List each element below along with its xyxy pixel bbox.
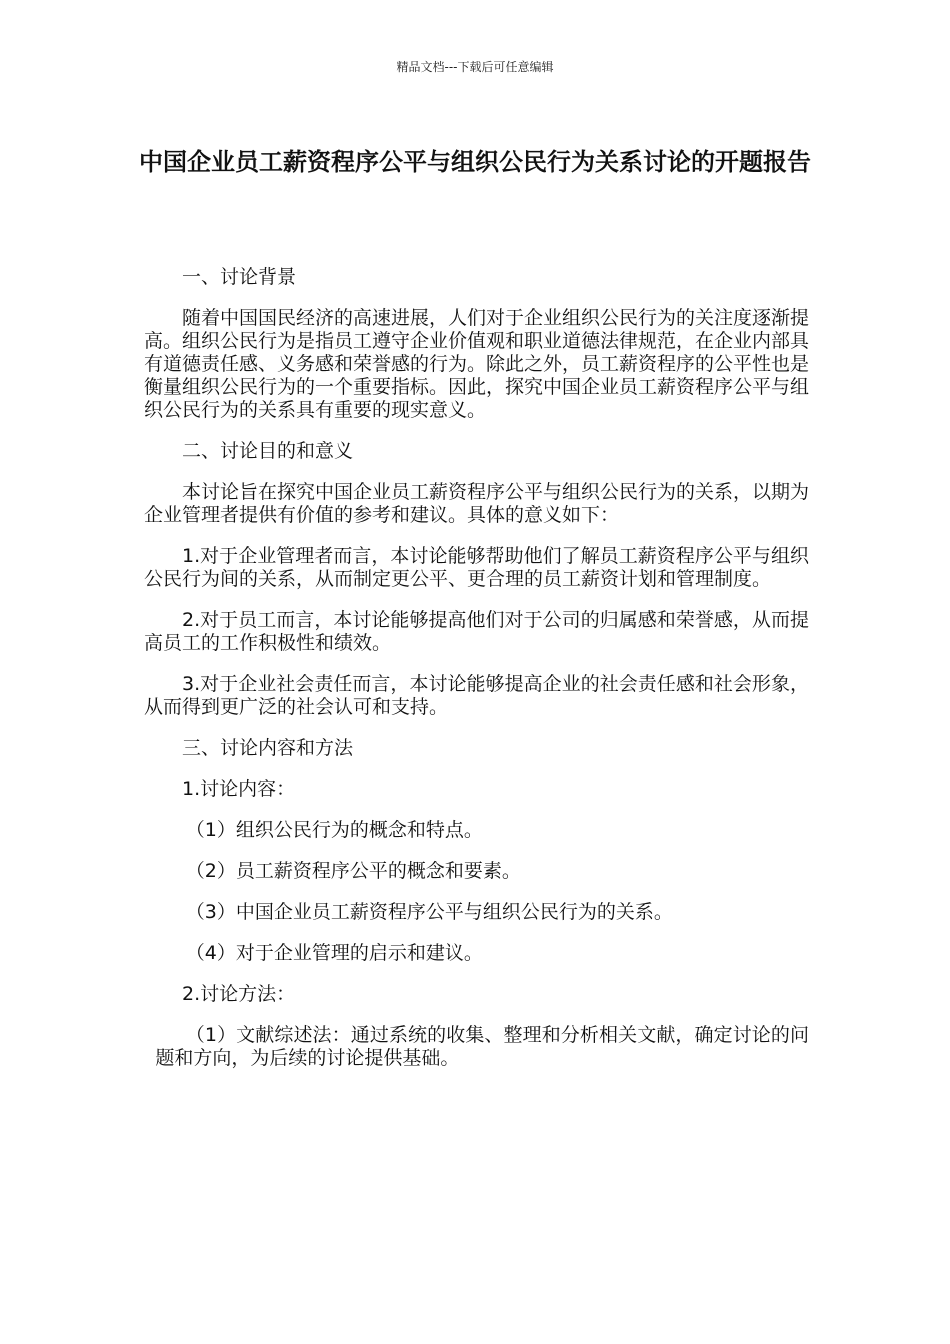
header-note: 精品文档---下载后可任意编辑 <box>396 60 554 74</box>
list-item: （4）对于企业管理的启示和建议。 <box>185 942 483 964</box>
section-heading: 一、讨论背景 <box>182 266 297 288</box>
list-item: （2）员工薪资程序公平的概念和要素。 <box>185 860 521 882</box>
list-item: 2.对于员工而言，本讨论能够提高他们对于公司的归属感和荣誉感，从而提高员工的工作积极性和绩效。 <box>144 609 809 654</box>
document-body <box>144 266 809 1070</box>
paragraph: 随着中国国民经济的高速进展，人们对于企业组织公民行为的关注度逐渐提高。组织公民行为是指员工遵守企业价值观和职业道德法律规范，在企业内部具有道德责任感、义务感和荣誉感的行为。除此之外，员工薪资程序的公平性也是衡量组织公民行为的一个重要指标。因此，探究中国企业员工薪资程序公平与组织公民行为的关系具有重要的现实意义。 <box>144 307 810 421</box>
section-heading: 三、讨论内容和方法 <box>182 737 354 759</box>
subsection-heading: 2.讨论方法： <box>182 983 296 1005</box>
list-item: 3.对于企业社会责任而言，本讨论能够提高企业的社会责任感和社会形象，从而得到更广泛的社会认可和支持。 <box>144 673 809 718</box>
paragraph: 本讨论旨在探究中国企业员工薪资程序公平与组织公民行为的关系，以期为企业管理者提供有价值的参考和建议。具体的意义如下： <box>144 481 810 526</box>
section-heading: 二、讨论目的和意义 <box>182 440 354 462</box>
subsection-heading: 1.讨论内容： <box>182 778 296 800</box>
list-item: （3）中国企业员工薪资程序公平与组织公民行为的关系。 <box>185 901 673 923</box>
list-item: 1.对于企业管理者而言，本讨论能够帮助他们了解员工薪资程序公平与组织公民行为间的关系，从而制定更公平、更合理的员工薪资计划和管理制度。 <box>144 545 809 590</box>
list-item: （1）组织公民行为的概念和特点。 <box>185 819 483 841</box>
page-title: 中国企业员工薪资程序公平与组织公民行为关系讨论的开题报告 <box>139 148 811 176</box>
list-item: （1）文献综述法：通过系统的收集、整理和分析相关文献，确定讨论的问题和方向，为后续的讨论提供基础。 <box>155 1024 809 1069</box>
